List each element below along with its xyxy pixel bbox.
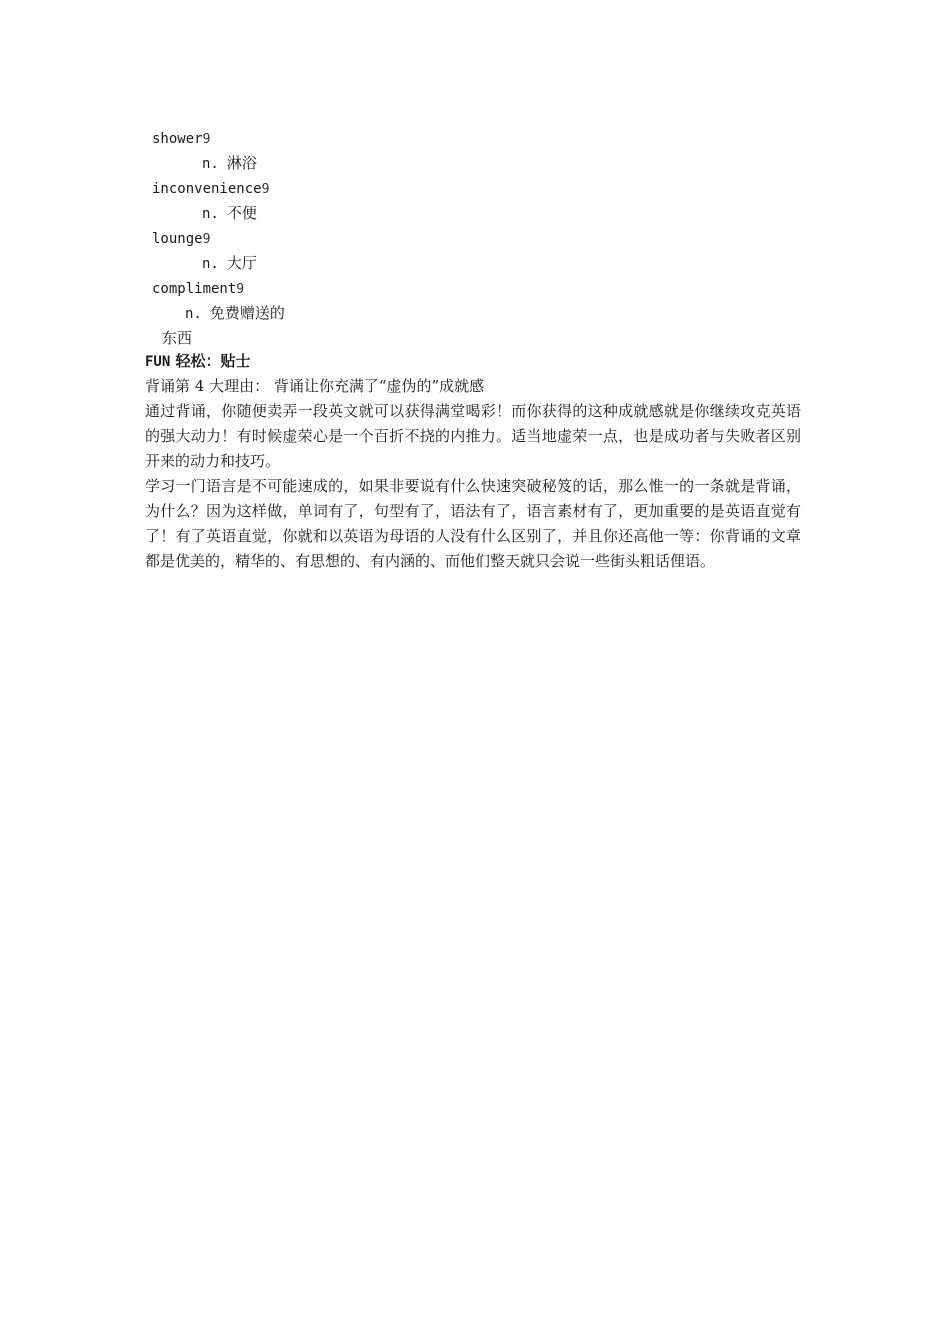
vocab-meaning: 大厅	[226, 254, 257, 272]
part-of-speech: n.	[202, 206, 219, 222]
paragraph-mark: 9	[236, 282, 245, 297]
vocab-word-line	[152, 276, 572, 301]
tip-heading	[145, 349, 801, 374]
part-of-speech: n.	[202, 256, 219, 272]
vocab-word: lounge	[152, 231, 203, 247]
vocab-word-line	[152, 176, 572, 201]
vocabulary-list	[152, 126, 572, 351]
vocab-definition-line	[152, 301, 572, 326]
paragraph-mark: 9	[261, 182, 270, 197]
vocab-meaning-continued: 东西	[162, 329, 193, 347]
vocab-word-line	[152, 226, 572, 251]
vocab-meaning: 免费赠送的	[209, 304, 285, 322]
tip-heading-latin: FUN	[145, 354, 171, 370]
paragraph-mark: 9	[202, 132, 211, 147]
vocab-word: inconvenience	[152, 181, 262, 197]
vocab-definition-line	[152, 251, 572, 276]
vocab-meaning: 淋浴	[226, 154, 257, 172]
part-of-speech: n.	[202, 156, 219, 172]
paragraph-mark: 9	[202, 232, 211, 247]
vocab-definition-continuation	[152, 326, 572, 351]
tip-paragraph: 通过背诵，你随便卖弄一段英文就可以获得满堂喝彩！而你获得的这种成就感就是你继续攻克英语的强大动力！有时候虚荣心是一个百折不挠的内推力。适当地虚荣一点，也是成功者与失败者区别开来的动力和技巧。	[145, 402, 801, 470]
vocab-word: shower	[152, 131, 203, 147]
vocab-definition-line	[152, 151, 572, 176]
tip-paragraph: 学习一门语言是不可能速成的，如果非要说有什么快速突破秘笈的话，那么惟一的一条就是背诵，为什么？因为这样做，单词有了，句型有了，语法有了，语言素材有了，更加重要的是英语直觉有了！有了英语直觉，你就和以英语为母语的人没有什么区别了，并且你还高他一等：你背诵的文章都是优美的，精华的、有思想的、有内涵的、而他们整天就只会说一些街头粗话俚语。	[145, 477, 801, 570]
vocab-meaning: 不便	[226, 204, 257, 222]
vocab-definition-line	[152, 201, 572, 226]
part-of-speech: n.	[185, 306, 202, 322]
tip-subtitle: 背诵第 4 大理由： 背诵让你充满了“虚伪的”成就感	[145, 377, 485, 395]
tip-heading-cjk: 轻松：贴士	[170, 352, 251, 370]
vocab-word: compliment	[152, 281, 237, 297]
vocab-word-line	[152, 126, 572, 151]
tip-section	[145, 349, 801, 574]
